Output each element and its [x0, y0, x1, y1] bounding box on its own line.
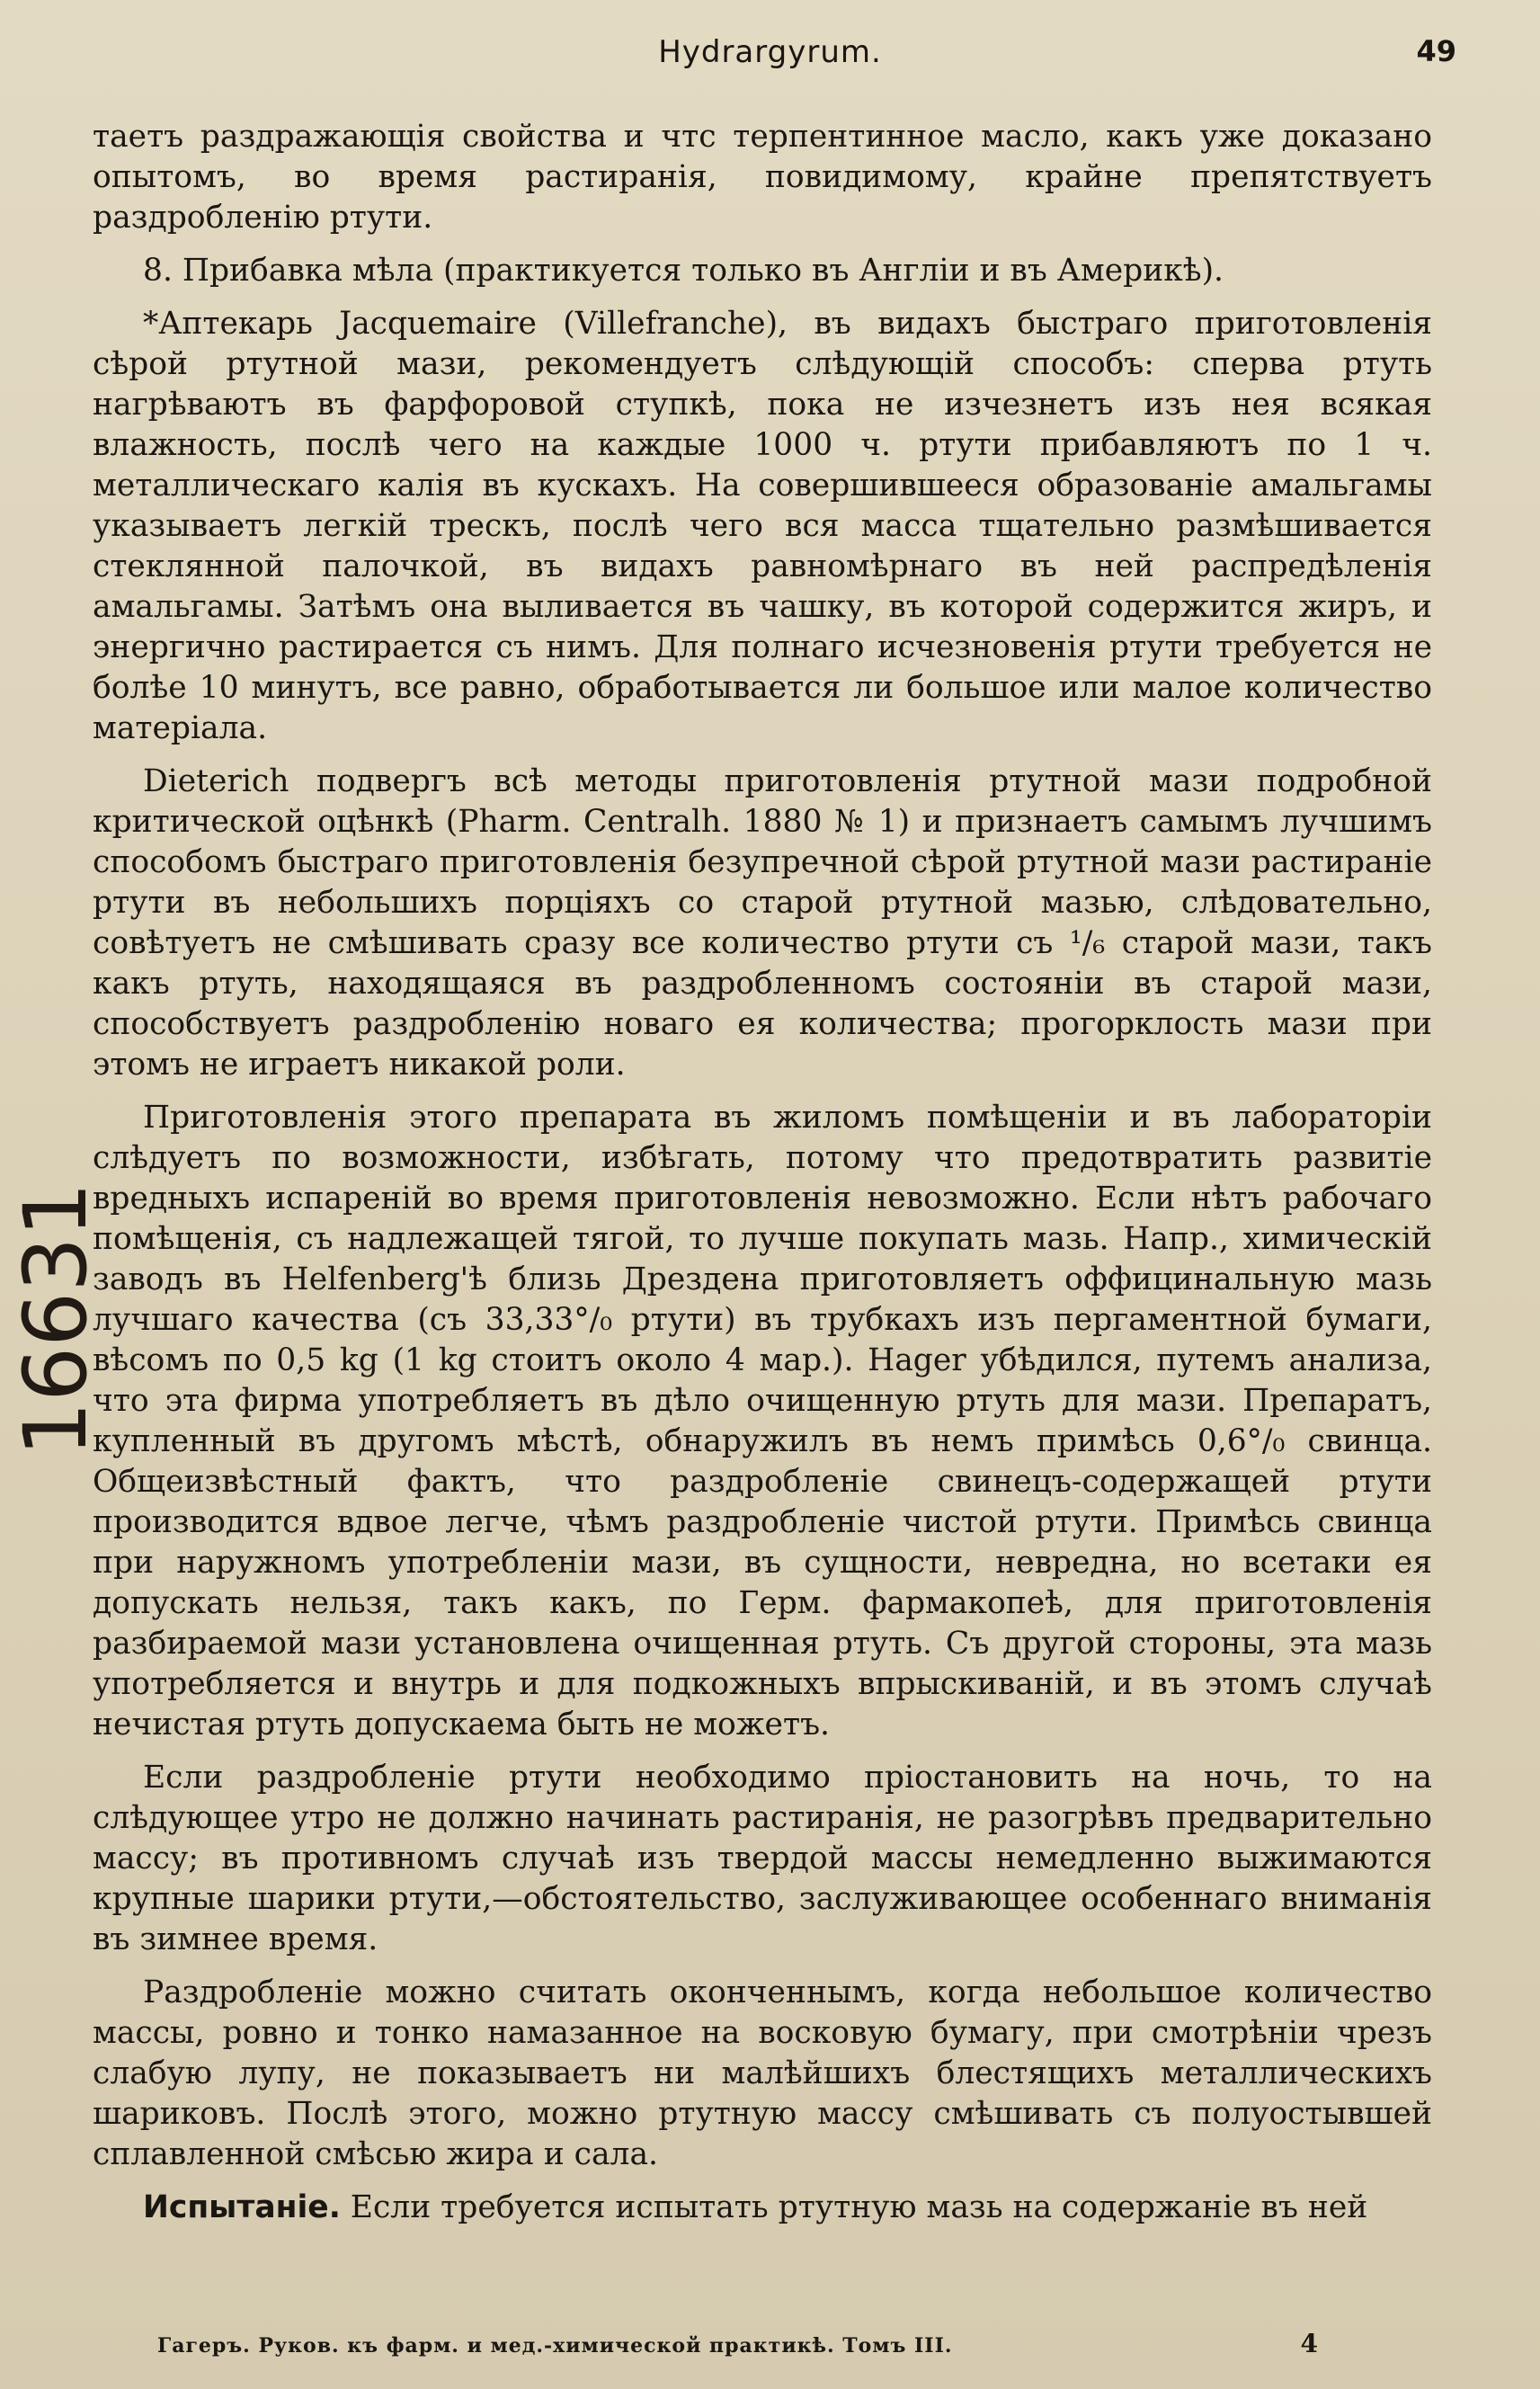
margin-note-text: 16631 — [5, 1181, 106, 1457]
paragraph-overnight: Если раздробленіе ртути необходимо пріостановить на ночь, то на слѣдующее утро не должно начинать растиранія, не разогрѣвъ предварительно массу; въ противномъ случаѣ изъ твердой массы немедленно выжимаются крупные шарики ртути,—обстоятельство, заслуживающее особеннаго вниманія въ зимнее время. — [93, 1760, 1432, 1957]
paragraph-chalk-addition: 8. Прибавка мѣла (практикуется только въ Англіи и въ Америкѣ). — [143, 253, 1224, 289]
paragraph-jacquemaire: *Аптекарь Jacquemaire (Villefranche), въ видахъ быстраго приготовленія сѣрой ртутной мази, рекомендуетъ слѣдующій способъ: сперва ртуть нагрѣваютъ въ фарфоровой ступкѣ, пока не изчезнетъ изъ нея всякая влажность, послѣ чего на каждые 1000 ч. ртути прибавляютъ по 1 ч. металлическаго калія въ кускахъ. На совершившееся образованіе амальгамы указываетъ легкій трескъ, послѣ чего вся масса тщательно размѣшивается стеклянной палочкой, въ видахъ равномѣрнаго въ ней распредѣленія амальгамы. Затѣмъ она выливается въ чашку, въ которой содержится жиръ, и энергично растирается съ нимъ. Для полнаго исчезновенія ртути требуется не болѣе 10 минутъ, все равно, обработывается ли большое или малое количество матеріала. — [93, 306, 1432, 746]
paragraph-continuation: таетъ раздражающія свойства и чтс терпентинное масло, какъ уже доказано опытомъ, во время растиранія, повидимому, крайне препятствуетъ раздробленію ртути. — [93, 119, 1432, 236]
testing-heading: Испытаніе. — [143, 2189, 341, 2225]
signature-mark: 4 — [1300, 2329, 1318, 2358]
page-number: 49 — [1416, 34, 1456, 68]
page-header — [0, 34, 1540, 79]
body-text — [93, 117, 1432, 2228]
footer-book-reference: Гагеръ. Руков. къ фарм. и мед.-химической практикѣ. Томъ III. — [157, 2334, 953, 2358]
paragraph-completion: Раздробленіе можно считать оконченнымъ, когда небольшое количество массы, ровно и тонко намазанное на восковую бумагу, при смотрѣніи чрезъ слабую лупу, не показываетъ ни малѣйшихъ блестящихъ металлическихъ шариковъ. Послѣ этого, можно ртутную массу смѣшивать съ полуостывшей сплавленной смѣсью жира и сала. — [93, 1974, 1432, 2172]
testing-text: Если требуется испытать ртутную мазь на содержаніе въ ней — [340, 2189, 1368, 2225]
page-footer — [0, 2329, 1540, 2365]
paragraph-dieterich: Dieterich подвергъ всѣ методы приготовленія ртутной мази подробной критической оцѣнкѣ (Pharm. Centralh. 1880 № 1) и признаетъ самымъ лучшимъ способомъ быстраго приготовленія безупречной сѣрой ртутной мази растираніе ртути въ небольшихъ порціяхъ со старой ртутной мазью, слѣдовательно, совѣтуетъ не смѣшивать сразу все количество ртути съ ¹/₆ старой мази, такъ какъ ртуть, находящаяся въ раздробленномъ состояніи въ старой мази, способствуетъ раздробленію новаго ея количества; прогорклость мази при этомъ не играетъ никакой роли. — [93, 763, 1432, 1083]
paragraph-testing — [93, 2188, 1432, 2228]
handwritten-margin-note — [5, 1181, 106, 1457]
running-title: Hydrargyrum. — [658, 34, 882, 70]
paragraph-preparation-room: Приготовленія этого препарата въ жиломъ помѣщеніи и въ лабораторіи слѣдуетъ по возможности, избѣгать, потому что предотвратить развитіе вредныхъ испареній во время приготовленія невозможно. Если нѣтъ рабочаго помѣщенія, съ надлежащей тягой, то лучше покупать мазь. Напр., химическій заводъ въ Helfenberg'ѣ близь Дрездена приготовляетъ оффицинальную мазь лучшаго качества (съ 33,33°/₀ ртути) въ трубкахъ изъ пергаментной бумаги, вѣсомъ по 0,5 kg (1 kg стоитъ около 4 мар.). Hager убѣдился, путемъ анализа, что эта фирма употребляетъ въ дѣло очищенную ртуть для мази. Препаратъ, купленный въ другомъ мѣстѣ, обнаружилъ въ немъ примѣсь 0,6°/₀ свинца. Общеизвѣстный фактъ, что раздробленіе свинецъ-содержащей ртути производится вдвое легче, чѣмъ раздробленіе чистой ртути. Примѣсь свинца при наружномъ употребленіи мази, въ сущности, невредна, но всетаки ея допускать нельзя, такъ какъ, по Герм. фармакопеѣ, для приготовленія разбираемой мази установлена очищенная ртуть. Съ другой стороны, эта мазь употребляется и внутрь и для подкожныхъ впрыскиваній, и въ этомъ случаѣ нечистая ртуть допускаема быть не можетъ. — [93, 1100, 1432, 1743]
